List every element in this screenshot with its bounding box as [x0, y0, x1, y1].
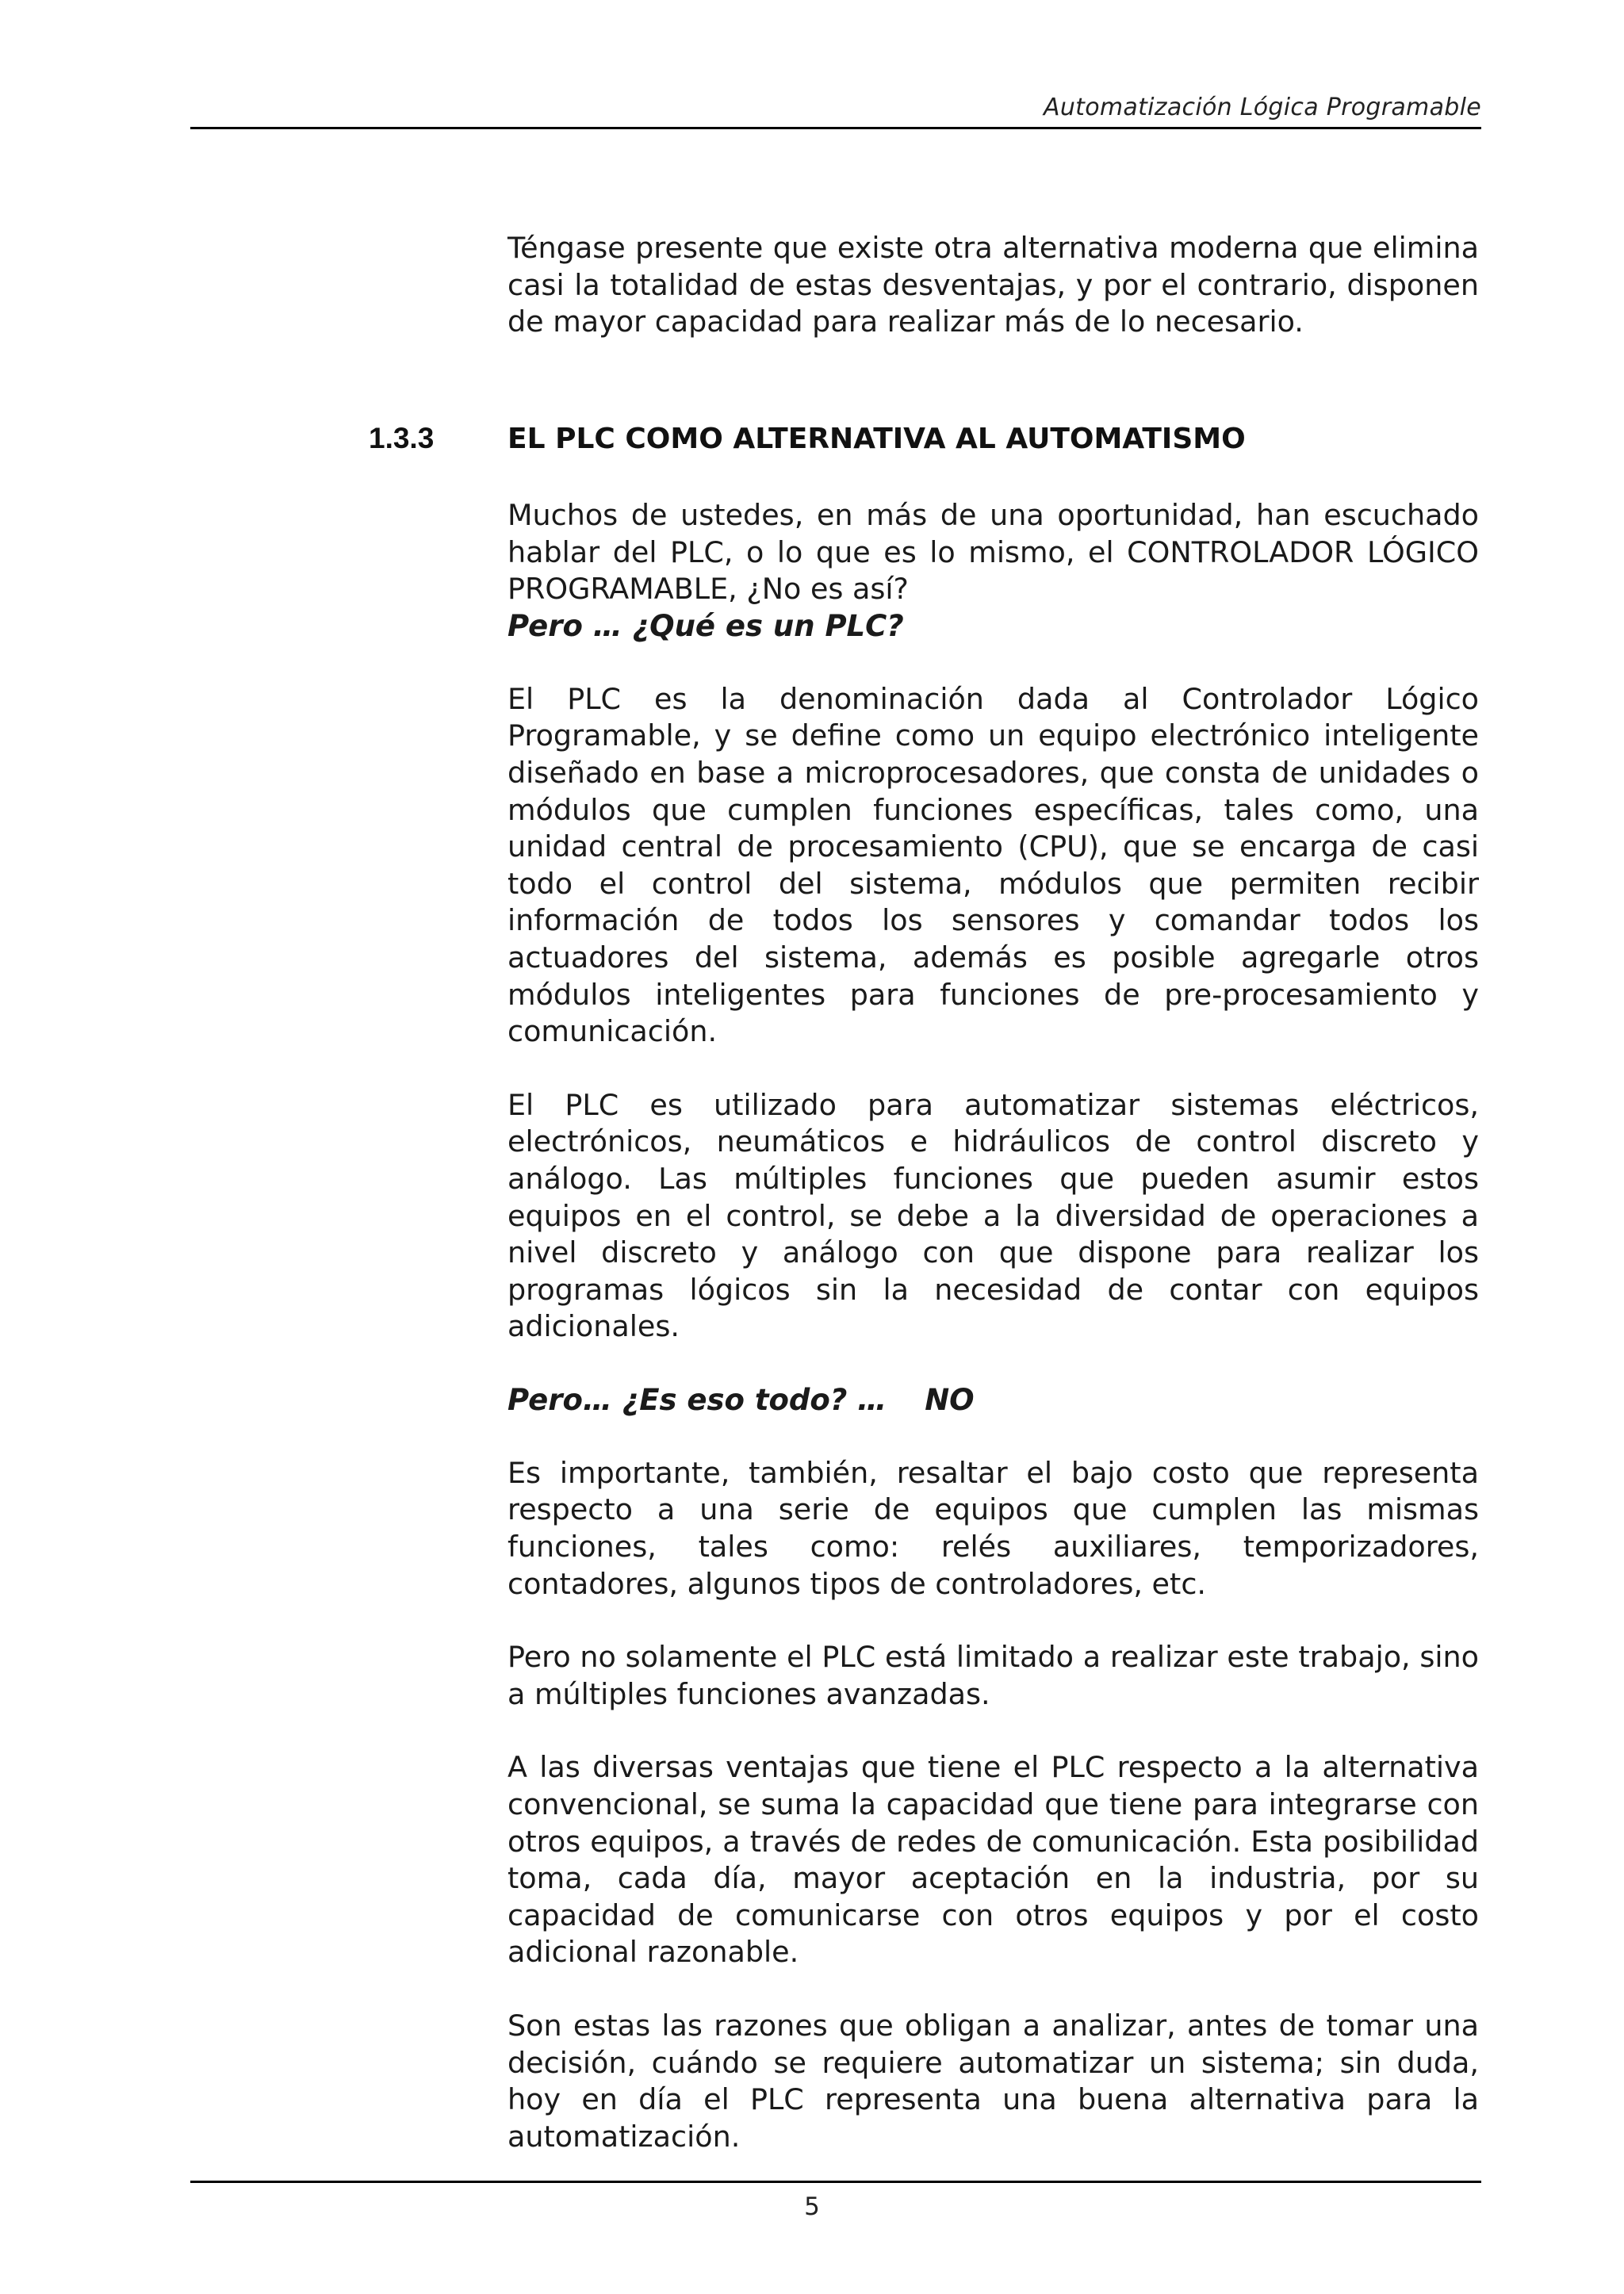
intro-paragraph: Téngase presente que existe otra alternativa moderna que elimina casi la totalidad de estas desventajas, y por el contrario, disponen de mayor capacidad para realizar más de lo necesario.: [508, 231, 1479, 339]
subheading-1-text: Pero … ¿Qué es un PLC?: [508, 608, 904, 643]
paragraph-5: Pero no solamente el PLC está limitado a realizar este trabajo, sino a múltiples funciones avanzadas.: [508, 1640, 1479, 1711]
subheading-que-es-plc: [508, 608, 1479, 645]
paragraph-4: Es importante, también, resaltar el bajo costo que representa respecto a una serie de equipos que cumplen las mismas funciones, tales como: relés auxiliares, temporizadores, contadores, algunos tipos de controladores, etc.: [508, 1455, 1479, 1601]
header-divider: [190, 127, 1481, 129]
subheading-2-answer: NO: [925, 1382, 975, 1417]
paragraph-3: El PLC es utilizado para automatizar sistemas eléctricos, electrónicos, neumáticos e hidráulicos de control discreto y análogo. Las múltiples funciones que pueden asumir estos equipos en el control, se debe a la diversidad de operaciones a nivel discreto y análogo con que dispone para realizar los programas lógicos sin la necesidad de contar con equipos adicionales.: [508, 1087, 1479, 1344]
paragraph-6: A las diversas ventajas que tiene el PLC respecto a la alternativa convencional, se suma la capacidad que tiene para integrarse con otros equipos, a través de redes de comunicación. Esta posibilidad toma, cada día, mayor aceptación en la industria, por su capacidad de comunicarse con otros equipos y por el costo adicional razonable.: [508, 1750, 1479, 1970]
page-number: 5: [804, 2193, 820, 2221]
main-content: [508, 497, 1479, 2155]
section-heading: [369, 422, 1246, 455]
paragraph-1: Muchos de ustedes, en más de una oportunidad, han escuchado hablar del PLC, o lo que es lo mismo, el CONTROLADOR LÓGICO PROGRAMABLE, ¿No es así?: [508, 498, 1479, 607]
footer-divider: [190, 2181, 1481, 2183]
subheading-es-eso-todo: [508, 1382, 1479, 1419]
subheading-2-text: Pero… ¿Es eso todo? …: [508, 1382, 887, 1417]
section-number: 1.3.3: [369, 422, 435, 454]
section-title: EL PLC COMO ALTERNATIVA AL AUTOMATISMO: [508, 423, 1246, 455]
running-header-title: Automatización Lógica Programable: [1044, 94, 1481, 121]
intro-block: [508, 230, 1479, 341]
paragraph-2: El PLC es la denominación dada al Controlador Lógico Programable, y se define como un equipo electrónico inteligente diseñado en base a microprocesadores, que consta de unidades o módulos que cumplen funciones específicas, tales como, una unidad central de procesamiento (CPU), que se encarga de casi todo el control del sistema, módulos que permiten recibir información de todos los sensores y comandar todos los actuadores del sistema, además es posible agregarle otros módulos inteligentes para funciones de pre-procesamiento y comunicación.: [508, 681, 1479, 1049]
paragraph-7: Son estas las razones que obligan a analizar, antes de tomar una decisión, cuándo se requiere automatizar un sistema; sin duda, hoy en día el PLC representa una buena alternativa para la automatización.: [508, 2009, 1479, 2154]
